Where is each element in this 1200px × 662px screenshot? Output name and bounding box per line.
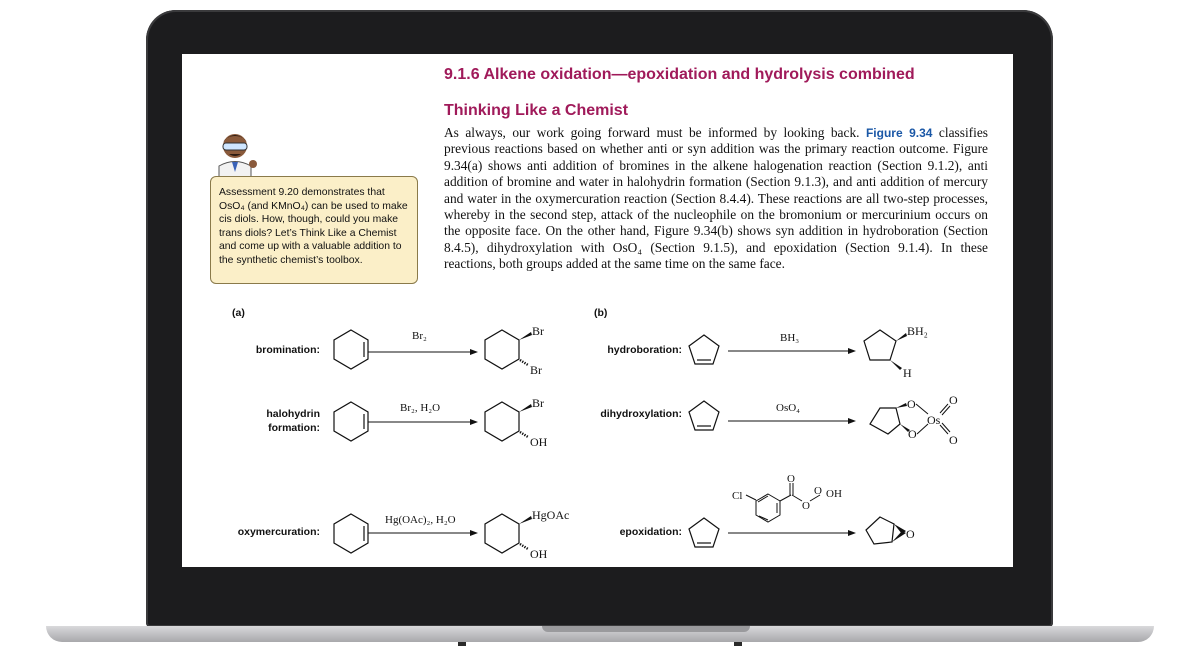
- rxn-label-line1: halohydrin: [266, 408, 320, 420]
- osmate-o-bottom: O: [908, 427, 917, 441]
- osmium-oxo-top: O: [949, 393, 958, 407]
- laptop-hinge-notch: [542, 626, 750, 632]
- trans-dibromide-structure: [480, 320, 550, 378]
- paragraph-start: As always, our work going forward must be informed by looking back.: [444, 125, 866, 140]
- substituent-1: BH₂: [907, 324, 928, 338]
- bromohydrin-structure: [480, 392, 550, 450]
- substituent-1: Br: [532, 396, 544, 410]
- reagent-dihydroxylation: OsO₄: [776, 402, 801, 414]
- mcpba-carbonyl-o: O: [787, 473, 795, 485]
- reaction-arrow: [728, 417, 856, 425]
- panel-a-label: (a): [232, 307, 245, 319]
- rxn-label-bromination: bromination:: [255, 344, 320, 356]
- substituent-1: Br: [532, 324, 544, 338]
- organomercurial-alcohol-structure: [480, 504, 580, 562]
- cyclopentene-structure: [684, 332, 724, 370]
- osmate-ester-structure: [862, 390, 968, 454]
- substituent-2: H: [903, 366, 912, 380]
- substituent-1: HgOAc: [532, 508, 570, 522]
- reagent-bromination: Br₂: [412, 330, 427, 342]
- section-title: 9.1.6 Alkene oxidation—epoxidation and hydrolysis combined: [444, 66, 915, 83]
- substituent-2: Br: [530, 363, 542, 377]
- reagent-oxymercuration: Hg(OAc)₂, H₂O: [385, 514, 456, 526]
- reaction-arrow: [728, 529, 856, 537]
- alkylborane-structure: [858, 320, 938, 380]
- rxn-label-oxymercuration: oxymercuration:: [237, 526, 320, 538]
- osmium-oxo-bottom: O: [949, 433, 958, 447]
- laptop-foot-right: [734, 642, 742, 646]
- substituent-2: OH: [530, 435, 548, 449]
- reagent-hydroboration: BH₃: [780, 332, 800, 344]
- panel-b-label: (b): [594, 307, 608, 319]
- reaction-arrow: [368, 529, 478, 537]
- subsection-title: Thinking Like a Chemist: [444, 102, 629, 119]
- mcpba-hydroxyl: OH: [826, 488, 842, 500]
- rxn-label-halohydrin: [222, 407, 320, 435]
- textbook-page: [182, 54, 1013, 567]
- body-paragraph: [444, 125, 988, 273]
- osmate-o-top: O: [907, 397, 916, 411]
- reaction-arrow: [368, 348, 478, 356]
- chemist-avatar-icon: [210, 126, 260, 178]
- mcpba-peroxy-o2: O: [814, 485, 822, 497]
- rxn-label-hydroboration: hydroboration:: [607, 344, 682, 356]
- epoxide-oxygen: O: [906, 527, 915, 541]
- mcpba-chlorine: Cl: [732, 490, 743, 502]
- cyclopentene-structure: [684, 398, 724, 436]
- mcpba-peroxy-o1: O: [802, 500, 810, 512]
- substituent-2: OH: [530, 547, 548, 561]
- reaction-arrow: [368, 418, 478, 426]
- reaction-arrow: [728, 347, 856, 355]
- osmium-atom: Os: [927, 413, 941, 427]
- mcpba-reagent-structure: [732, 472, 852, 524]
- figure-link[interactable]: Figure 9.34: [865, 126, 933, 140]
- paragraph-rest: classifies previous reactions based on whether anti or syn addition was the primary reaction outcome. Figure 9.34(a) shows anti addition of bromines in the alkene halogenation reaction (Section 9.1.2), anti addition of bromine and water in halohydrin formation (Section 9.1.3), and anti addition of mercury and water in the oxymercuration reaction (Section 8.4.4). These reactions are all two-step processes, whereby in the second step, attack of the nucleophile on the bromonium or mercurinium occurs on the opposite face. On the other hand, Figure 9.34(b) shows syn addition in hydroboration (Section 8.4.5), dihydroxylation with OsO₄ (Section 9.1.5), and epoxidation (Section 9.1.4). In these reactions, both groups added at the same time on the same face.: [444, 125, 989, 272]
- laptop-foot-left: [458, 642, 466, 646]
- rxn-label-epoxidation: epoxidation:: [619, 526, 682, 538]
- sidebar-text: Assessment 9.20 demonstrates that OsO₄ (and KMnO₄) can be used to make cis diols. How, though, could you make trans diols? Let’s Think Like a Chemist and come up with a valuable addition to the synthetic chemist’s toolbox.: [219, 187, 408, 266]
- rxn-label-line2: formation:: [268, 422, 320, 434]
- laptop-base: [46, 626, 1154, 642]
- cyclopentene-structure: [684, 515, 724, 553]
- reagent-halohydrin: Br₂, H₂O: [400, 402, 441, 414]
- think-like-chemist-sidebar: [210, 176, 418, 284]
- rxn-label-dihydroxylation: dihydroxylation:: [600, 408, 682, 420]
- cyclopentene-oxide-structure: [862, 512, 932, 552]
